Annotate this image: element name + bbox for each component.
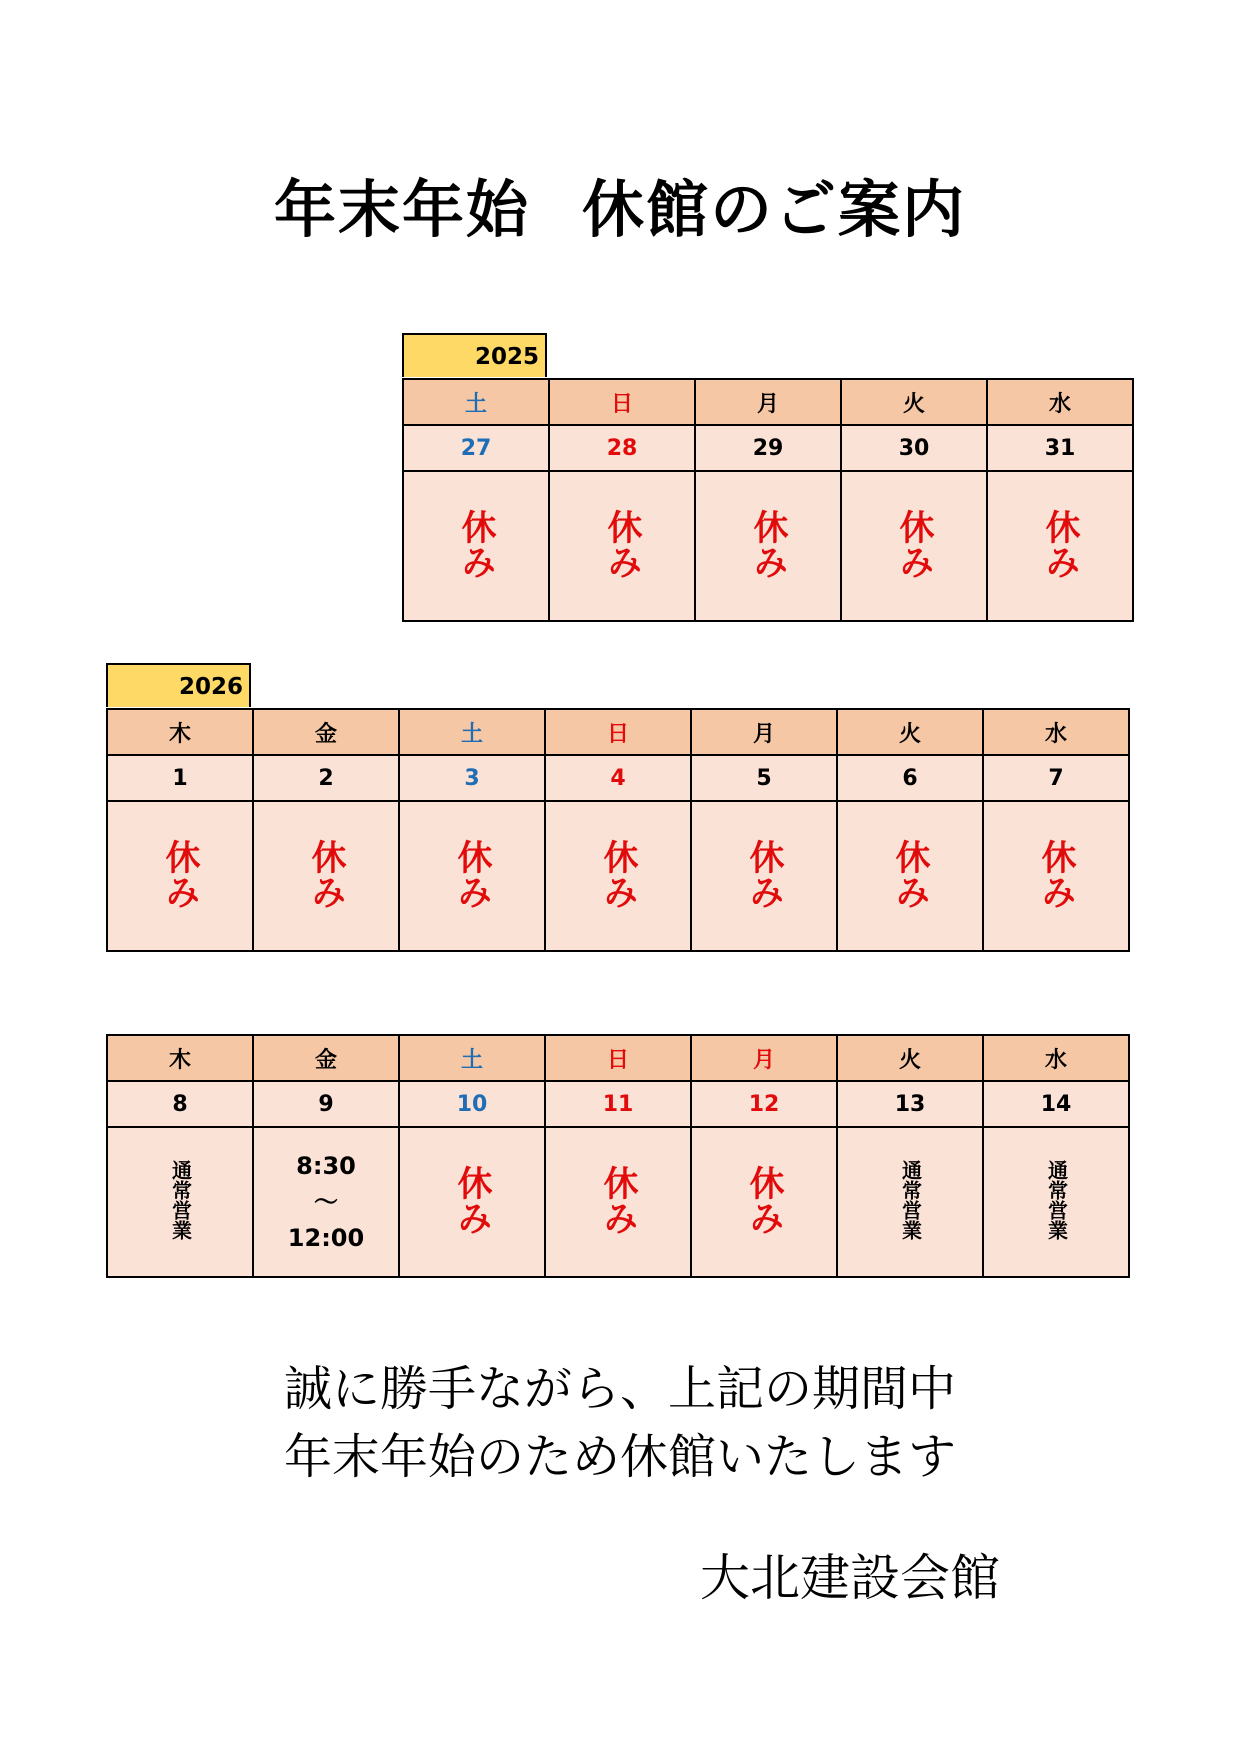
status-cell: [837, 801, 983, 951]
status-row: [107, 1127, 1129, 1277]
closed-label: 休み: [452, 839, 492, 909]
closed-label: 休み: [1040, 509, 1080, 579]
weekday-cell: 木: [107, 1035, 253, 1081]
date-cell: 1: [107, 755, 253, 801]
closed-label: 休み: [452, 1165, 492, 1235]
status-cell: [695, 471, 841, 621]
status-cell: [841, 471, 987, 621]
closed-label: 休み: [744, 839, 784, 909]
date-cell: 27: [403, 425, 549, 471]
page-title: [0, 160, 1240, 249]
weekday-cell: 金: [253, 709, 399, 755]
closed-label: 休み: [306, 839, 346, 909]
weekday-cell: 日: [545, 709, 691, 755]
weekday-cell: 土: [399, 1035, 545, 1081]
status-cell: [403, 471, 549, 621]
status-cell: [983, 1127, 1129, 1277]
closed-label: 休み: [894, 509, 934, 579]
date-cell: 7: [983, 755, 1129, 801]
date-row: [107, 755, 1129, 801]
closed-label: 休み: [598, 1165, 638, 1235]
weekday-cell: 水: [987, 379, 1133, 425]
status-cell: [545, 801, 691, 951]
status-cell: [837, 1127, 983, 1277]
closed-label: 休み: [748, 509, 788, 579]
status-cell: [545, 1127, 691, 1277]
closure-notice: [0, 1355, 1240, 1491]
title-part2: 休館のご案内: [582, 173, 967, 246]
status-cell: [983, 801, 1129, 951]
weekday-cell: 金: [253, 1035, 399, 1081]
weekday-cell: 月: [691, 709, 837, 755]
date-cell: 29: [695, 425, 841, 471]
status-row: [107, 801, 1129, 951]
date-cell: 4: [545, 755, 691, 801]
weekday-row: [107, 709, 1129, 755]
weekday-cell: 月: [695, 379, 841, 425]
year-label-2025: 2025: [402, 333, 547, 377]
open-label: 通常営業: [1044, 1160, 1069, 1240]
calendar-2026-week2: [106, 1034, 1130, 1278]
date-cell: 5: [691, 755, 837, 801]
status-cell: [107, 801, 253, 951]
status-cell: [987, 471, 1133, 621]
date-cell: 13: [837, 1081, 983, 1127]
closed-label: 休み: [602, 509, 642, 579]
notice-line1: 誠に勝手ながら、上記の期間中: [283, 1361, 956, 1417]
weekday-cell: 火: [837, 1035, 983, 1081]
calendar-2026-week1: [106, 708, 1130, 952]
weekday-cell: 火: [841, 379, 987, 425]
date-cell: 12: [691, 1081, 837, 1127]
status-cell: [549, 471, 695, 621]
title-part1: 年末年始: [273, 173, 530, 246]
date-row: [403, 425, 1133, 471]
date-cell: 31: [987, 425, 1133, 471]
date-cell: 11: [545, 1081, 691, 1127]
date-cell: 2: [253, 755, 399, 801]
date-cell: 30: [841, 425, 987, 471]
closed-label: 休み: [744, 1165, 784, 1235]
weekday-cell: 土: [399, 709, 545, 755]
closed-label: 休み: [890, 839, 930, 909]
weekday-cell: 日: [549, 379, 695, 425]
closed-label: 休み: [456, 509, 496, 579]
status-row: [403, 471, 1133, 621]
weekday-cell: 土: [403, 379, 549, 425]
status-cell: [253, 801, 399, 951]
date-cell: 9: [253, 1081, 399, 1127]
closed-label: 休み: [1036, 839, 1076, 909]
organization-name: 大北建設会館: [700, 1549, 1000, 1607]
status-cell: [399, 1127, 545, 1277]
date-cell: 28: [549, 425, 695, 471]
hours-label: 8:30 ～ 12:00: [287, 1152, 365, 1252]
weekday-row: [107, 1035, 1129, 1081]
calendar-2025: [402, 378, 1134, 622]
weekday-cell: 日: [545, 1035, 691, 1081]
weekday-cell: 月: [691, 1035, 837, 1081]
closed-label: 休み: [598, 839, 638, 909]
year-label-2026: 2026: [106, 663, 251, 707]
date-cell: 14: [983, 1081, 1129, 1127]
status-cell: [691, 1127, 837, 1277]
date-row: [107, 1081, 1129, 1127]
date-cell: 8: [107, 1081, 253, 1127]
open-label: 通常営業: [168, 1160, 193, 1240]
weekday-cell: 火: [837, 709, 983, 755]
open-label: 通常営業: [898, 1160, 923, 1240]
status-cell: [399, 801, 545, 951]
closed-label: 休み: [160, 839, 200, 909]
date-cell: 10: [399, 1081, 545, 1127]
weekday-cell: 木: [107, 709, 253, 755]
weekday-row: [403, 379, 1133, 425]
status-cell: [691, 801, 837, 951]
weekday-cell: 水: [983, 1035, 1129, 1081]
date-cell: 3: [399, 755, 545, 801]
status-cell: [107, 1127, 253, 1277]
weekday-cell: 水: [983, 709, 1129, 755]
notice-line2: 年末年始のため休館いたします: [283, 1429, 956, 1485]
date-cell: 6: [837, 755, 983, 801]
status-cell: [253, 1127, 399, 1277]
